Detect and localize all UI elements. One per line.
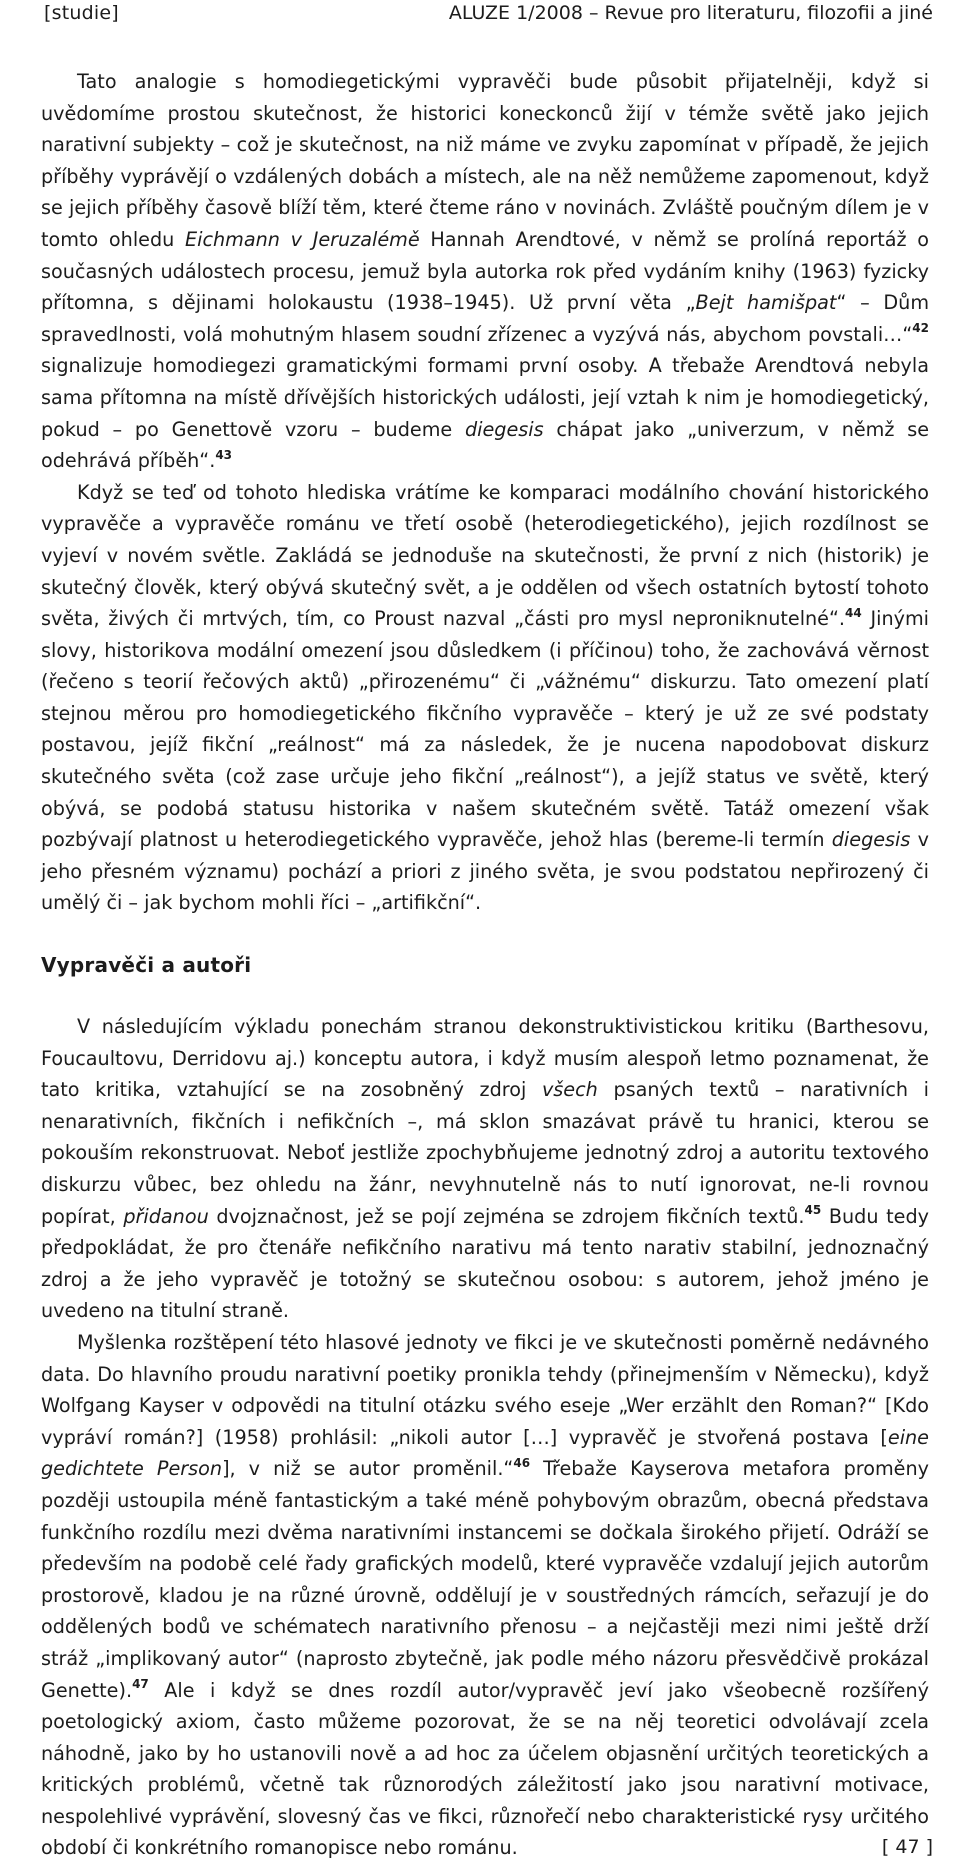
emphasis-pridanou: přidanou <box>123 1204 209 1228</box>
running-header <box>0 0 960 34</box>
text-run: ], v niž se autor proměnil.“ <box>222 1457 514 1481</box>
journal-title: ALUZE 1/2008 – Revue pro literaturu, filozofii a jiné <box>448 2 933 24</box>
text-run: Budu tedy předpokládat, že pro čtenáře nefikčního narativu má tento narativ stabilní, jednoznačný zdroj a že jeho vypravěč je totožný se skutečnou osobou: s autorem, jehož jméno je uvedeno na titulní straně. <box>41 1204 929 1323</box>
text-run: Třebaže Kayserova metafora proměny později ustoupila méně fantastickým a také méně pohybovým obrazům, obecná představa funkčního rozdílu mezi dvěma narativními instancemi se dočkala širokého přijetí. Odráží se především na podobě celé řady grafických modelů, které vypravěče vzdalují jejich autorům prostorově, kladou je na různé úrovně, oddělují je v soustředných rámcích, seřazují je do oddělených bodů ve schématech narativního přenosu – a nejčastěji mezi nimi ještě drží stráž „implikovaný autor“ (naprosto zbytečně, jak podle mého názoru přesvědčivě prokázal Genette). <box>41 1457 929 1702</box>
paragraph-2 <box>41 477 929 919</box>
footnote-ref-42[interactable]: 42 <box>912 321 929 336</box>
footnote-ref-45[interactable]: 45 <box>804 1203 822 1218</box>
term-diegesis: diegesis <box>831 828 911 852</box>
text-run: Ale i když se dnes rozdíl autor/vypravěč jeví jako všeobecně rozšířený poetologický axiom, často můžeme pozorovat, že se na něj teoretici odvolávají zcela náhodně, jako by ho ustanovili nově a ad hoc za účelem objasnění určitých teoretických a kritických problémů, včetně tak různorodých záležitostí jako jsou narativní motivace, nespolehlivé vyprávění, slovesný čas ve fikci, různořečí nebo charakteristické rysy určitého období či konkrétního romanopisce nebo románu. <box>41 1678 929 1860</box>
footnote-ref-47[interactable]: 47 <box>132 1677 149 1692</box>
text-run: Myšlenka rozštěpení této hlasové jednoty ve fikci je ve skutečnosti poměrně nedávného data. Do hlavního proudu narativní poetiky pronikla tehdy (přinejmenším v Německu), když Wolfgang Kayser v odpovědi na titulní otázku svého eseje „Wer erzählt den Roman?“ [Kdo vypráví román?] (1958) prohlásil: „nikoli autor […] vypravěč je stvořená postava [ <box>41 1330 929 1449</box>
text-run: signalizuje homodiegezi gramatickými formami první osoby. A třebaže Arendtová nebyla sama přítomna na místě dřívějších historických události, její vztah k nim je homodiegetický, pokud – po Genettově vzoru – budeme <box>41 354 929 441</box>
article-body <box>41 66 929 1864</box>
paragraph-3 <box>41 1011 929 1327</box>
text-run: Hannah Arendtové, v němž se prolíná reportáž o současných událostech procesu, jemuž byla autorka rok před vydáním knihy (1963) fyzicky přítomna, s dějinami holokaustu (1938–1945). Už první věta „ <box>41 227 929 315</box>
text-run: Když se teď od tohoto hlediska vrátíme ke komparaci modálního chování historického vypravěče a vypravěče románu ve třetí osobě (heterodiegetického), jejich rozdílnost se vyjeví v novém světle. Zakládá se jednoduše na skutečnosti, že první z nich (historik) je skutečný člověk, který obývá skutečný svět, a je oddělen od všech ostatních bytostí tohoto světa, živých či mrtvých, tím, co Proust nazval „části pro mysl neproniknutelné“. <box>41 480 929 631</box>
footnote-ref-46[interactable]: 46 <box>513 1455 531 1470</box>
german-phrase: eine gedichtete Person <box>41 1425 929 1481</box>
text-run: V následujícím výkladu ponechám stranou dekonstruktivistickou kritiku (Barthesovu, Foucaultovu, Derridovu aj.) konceptu autora, i když musím alespoň letmo poznamenat, že tato kritika, vztahující se na zosobněný zdroj <box>41 1015 929 1102</box>
text-run: Tato analogie s homodiegetickými vypravěči bude působit přijatelněji, když si uvědomíme prostou skutečnost, že historici koneckonců žijí v témže světě jako jejich narativní subjekty – což je skutečnost, na niž máme ve zvyku zapomínat v případě, že jejich příběhy vyprávějí o vzdálených dobách a místech, ale na něž nemůžeme zapomenout, když se jejich příběhy časově blíží těm, které čteme ráno v novinách. Zvláště poučným dílem je v tomto ohledu <box>41 70 929 251</box>
paragraph-4 <box>41 1327 929 1864</box>
paragraph-1 <box>41 66 929 477</box>
footnote-ref-43[interactable]: 43 <box>215 447 233 462</box>
section-label: [studie] <box>44 2 119 24</box>
text-run: “ – Dům spravedlnosti, volá mohutným hlasem soudní zřízenec a vyzývá nás, abychom povstali…“ <box>41 291 930 346</box>
text-run: chápat jako „univerzum, v němž se odehrává příběh“. <box>41 417 930 473</box>
footnote-ref-44[interactable]: 44 <box>845 605 862 620</box>
emphasis-vsech: všech <box>541 1078 598 1102</box>
hebrew-phrase: Bejt hamišpat <box>695 291 837 315</box>
text-run: v jeho přesném významu) pochází a priori z jiného světa, je svou podstatou nepřirozený či umělý či – jak bychom mohli říci – „artifikční“. <box>41 828 929 915</box>
section-heading: Vypravěči a autoři <box>41 953 252 978</box>
page-number: [ 47 ] <box>881 1836 933 1858</box>
book-title: Eichmann v Jeruzalémě <box>185 227 420 251</box>
text-run: psaných textů – narativních i nenarativních, fikčních i nefikčních –, má sklon smazávat právě tu hranici, kterou se pokouším rekonstruovat. Neboť jestliže zpochybňujeme jednotný zdroj a autoritu textového diskurzu vůbec, bez ohledu na žánr, nevyhnutelně nás to nutí ignorovat, ne-li rovnou popírat, <box>41 1078 929 1228</box>
term-diegesis: diegesis <box>464 417 544 441</box>
text-run: Jinými slovy, historikova modální omezení jsou důsledkem (i příčinou) toho, že zachovává věrnost (řečeno s teorií řečových aktů) „přirozenému“ či „vážnému“ diskurzu. Tato omezení platí stejnou měrou pro homodiegetického fikčního vypravěče – který je už ze své podstaty postavou, jejíž fikční „reálnost“ má za následek, že je nucena napodobovat diskurz skutečného světa (což zase určuje jeho fikční „reálnost“), a jejíž status ve světě, který obývá, se podobá statusu historika v našem skutečném světě. Tatáž omezení však pozbývají platnost u heterodiegetického vypravěče, jehož hlas (bereme-li termín <box>41 607 929 852</box>
text-run: dvojznačnost, jež se pojí zejména se zdrojem fikčních textů. <box>208 1204 805 1228</box>
